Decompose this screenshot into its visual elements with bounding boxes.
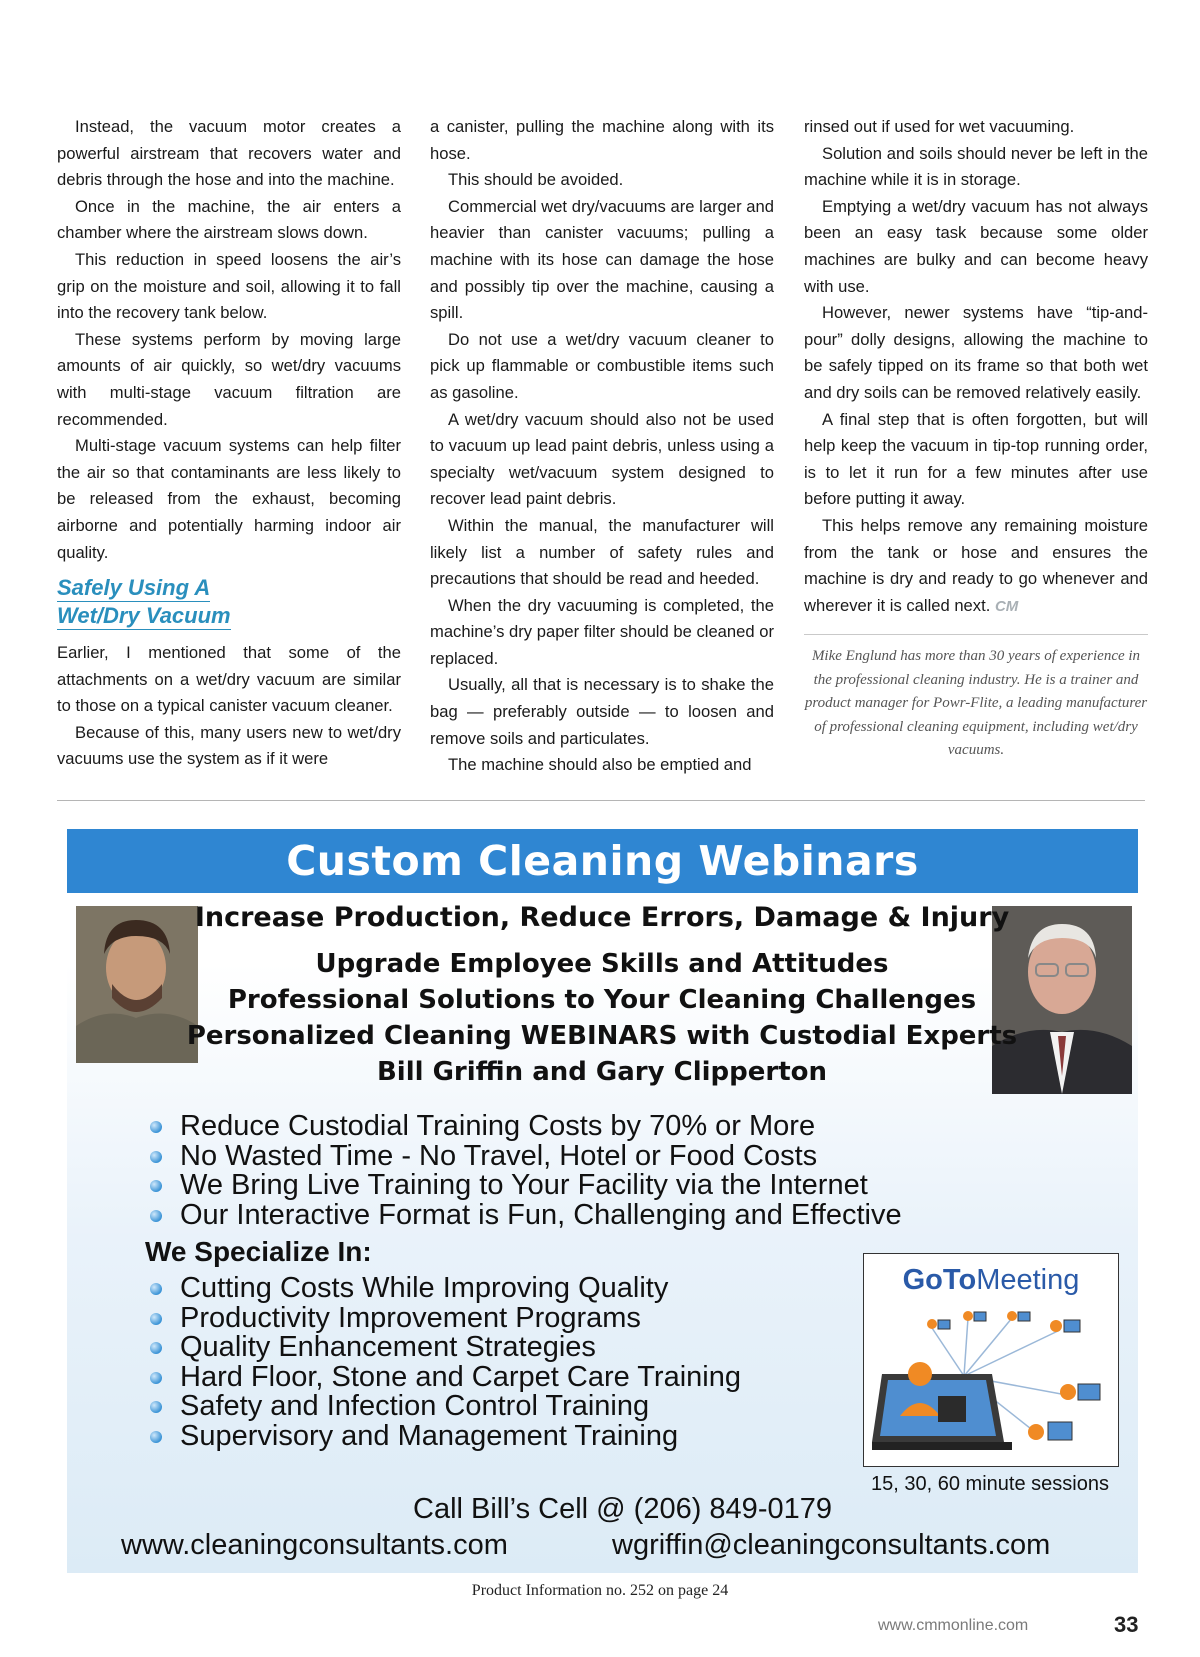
- paragraph: Within the manual, the manufacturer will likely list a number of safety rules and precautions that should be read and heeded.: [430, 515, 774, 589]
- section-heading-line-1: Safely Using A: [57, 575, 211, 601]
- paragraph: Solution and soils should never be left in the machine while it is in storage.: [804, 143, 1148, 190]
- end-mark: CM: [994, 597, 1019, 615]
- list-item: No Wasted Time - No Travel, Hotel or Food Costs: [146, 1142, 902, 1172]
- ad-tagline: Professional Solutions to Your Cleaning Challenges: [227, 985, 977, 1015]
- gotomeeting-logo-box: [863, 1253, 1119, 1467]
- list-item: Our Interactive Format is Fun, Challenging and Effective: [146, 1201, 902, 1231]
- ad-banner: Custom Cleaning Webinars: [67, 829, 1138, 893]
- paragraph: A final step that is often forgotten, but will help keep the vacuum in tip-top running order, is to let it run for a few minutes after use before putting it away.: [804, 409, 1148, 509]
- paragraph: Once in the machine, the air enters a chamber where the airstream slows down.: [57, 196, 401, 243]
- online-meeting-illustration-icon: [872, 1304, 1110, 1456]
- paragraph: Instead, the vacuum motor creates a powerful airstream that recovers water and debris through the hose and into the machine.: [57, 117, 401, 190]
- paragraph: Earlier, I mentioned that some of the attachments on a wet/dry vacuum are similar to those on a typical canister vacuum cleaner.: [57, 643, 401, 716]
- paragraph: Usually, all that is necessary is to shake the bag — preferably outside — to loosen and remove soils and particulates.: [430, 675, 774, 748]
- footer-website[interactable]: www.cmmonline.com: [878, 1617, 1029, 1634]
- section-heading-line-2: Wet/Dry Vacuum: [57, 603, 231, 629]
- paragraph: a canister, pulling the machine along with its hose.: [430, 117, 774, 163]
- bullet-icon: [150, 1283, 162, 1295]
- ad-tagline: Upgrade Employee Skills and Attitudes: [315, 949, 889, 979]
- bullet-icon: [150, 1313, 162, 1325]
- bullet-icon: [150, 1180, 162, 1192]
- list-item: Cutting Costs While Improving Quality: [146, 1274, 741, 1304]
- bullet-icon: [150, 1121, 162, 1133]
- page-divider: [57, 800, 1145, 801]
- ad-email-link[interactable]: wgriffin@cleaningconsultants.com: [612, 1529, 1051, 1561]
- article-column-1: [57, 114, 401, 773]
- ad-tagline: Personalized Cleaning WEBINARS with Custodial Experts: [186, 1021, 1018, 1051]
- list-item: Reduce Custodial Training Costs by 70% or More: [146, 1112, 902, 1142]
- page-number: 33: [1114, 1612, 1139, 1637]
- ad-tagline: Bill Griffin and Gary Clipperton: [376, 1057, 828, 1087]
- paragraph: This reduction in speed loosens the air’s grip on the moisture and soil, allowing it to fall into the recovery tank below.: [57, 249, 401, 323]
- list-item: Hard Floor, Stone and Carpet Care Training: [146, 1363, 741, 1393]
- list-item: We Bring Live Training to Your Facility via the Internet: [146, 1171, 902, 1201]
- paragraph: Emptying a wet/dry vacuum has not always been an easy task because some older machines are bulky and can become heavy with use.: [804, 196, 1148, 296]
- paragraph: However, newer systems have “tip-and-pour” dolly designs, allowing the machine to be safely tipped on its frame so that both wet and dry soils can be removed relatively easily.: [804, 303, 1148, 402]
- bullet-icon: [150, 1372, 162, 1384]
- paragraph: A wet/dry vacuum should also not be used to vacuum up lead paint debris, unless using a specialty wet/vacuum system designed to recover lead paint debris.: [430, 409, 774, 509]
- list-item: Productivity Improvement Programs: [146, 1304, 741, 1334]
- paragraph: The machine should also be emptied and: [448, 755, 752, 775]
- paragraph-text: This helps remove any remaining moisture from the tank or hose and ensures the machine is dry and ready to go whenever and wherever it is called next.: [804, 515, 1148, 615]
- bullet-icon: [150, 1151, 162, 1163]
- list-item: Safety and Infection Control Training: [146, 1392, 741, 1422]
- ad-tagline-block: [137, 946, 1067, 1090]
- sessions-caption: 15, 30, 60 minute sessions: [871, 1473, 1109, 1495]
- paragraph: Because of this, many users new to wet/dry vacuums use the system as if it were: [57, 722, 401, 769]
- paragraph: rinsed out if used for wet vacuuming.: [804, 117, 1075, 136]
- specialties-list: [146, 1274, 741, 1452]
- paragraph: [804, 513, 1148, 620]
- benefits-list: [146, 1112, 902, 1230]
- paragraph: Do not use a wet/dry vacuum cleaner to pick up flammable or combustible items such as gasoline.: [430, 329, 774, 402]
- author-bio: Mike Englund has more than 30 years of experience in the professional cleaning industry. He is a trainer and product manager for Powr-Flite, a leading manufacturer of professional cleaning equipment, including wet/dry vacuums.: [804, 648, 1148, 759]
- paragraph: This should be avoided.: [448, 170, 624, 190]
- article-column-3: [804, 114, 1148, 763]
- paragraph: Commercial wet dry/vacuums are larger and heavier than canister vacuums; pulling a machine with its hose can damage the hose and possibly tip over the machine, causing a spill.: [430, 196, 774, 323]
- ad-phone: Call Bill’s Cell @ (206) 849-0179: [413, 1493, 832, 1525]
- bullet-icon: [150, 1210, 162, 1222]
- list-item: Quality Enhancement Strategies: [146, 1333, 741, 1363]
- article-column-2: [430, 114, 774, 779]
- paragraph: When the dry vacuuming is completed, the machine’s dry paper filter should be cleaned or replaced.: [430, 595, 774, 668]
- bullet-icon: [150, 1401, 162, 1413]
- specialize-heading: We Specialize In:: [145, 1236, 372, 1267]
- bullet-icon: [150, 1431, 162, 1443]
- advertisement[interactable]: [67, 829, 1138, 1573]
- bio-divider: [804, 634, 1148, 635]
- bullet-icon: [150, 1342, 162, 1354]
- paragraph: These systems perform by moving large amounts of air quickly, so wet/dry vacuums with multi-stage vacuum filtration are recommended.: [57, 329, 401, 429]
- product-info-note: Product Information no. 252 on page 24: [471, 1582, 729, 1599]
- gotomeeting-logo: GoToMeeting: [902, 1264, 1080, 1296]
- list-item: Supervisory and Management Training: [146, 1422, 741, 1452]
- ad-subheading: Increase Production, Reduce Errors, Damage & Injury: [194, 902, 1010, 933]
- paragraph: Multi-stage vacuum systems can help filter the air so that contaminants are less likely to be released from the exhaust, becoming airborne and potentially harming indoor air quality.: [57, 436, 401, 562]
- section-heading: [57, 574, 401, 630]
- ad-website-link[interactable]: www.cleaningconsultants.com: [121, 1529, 508, 1561]
